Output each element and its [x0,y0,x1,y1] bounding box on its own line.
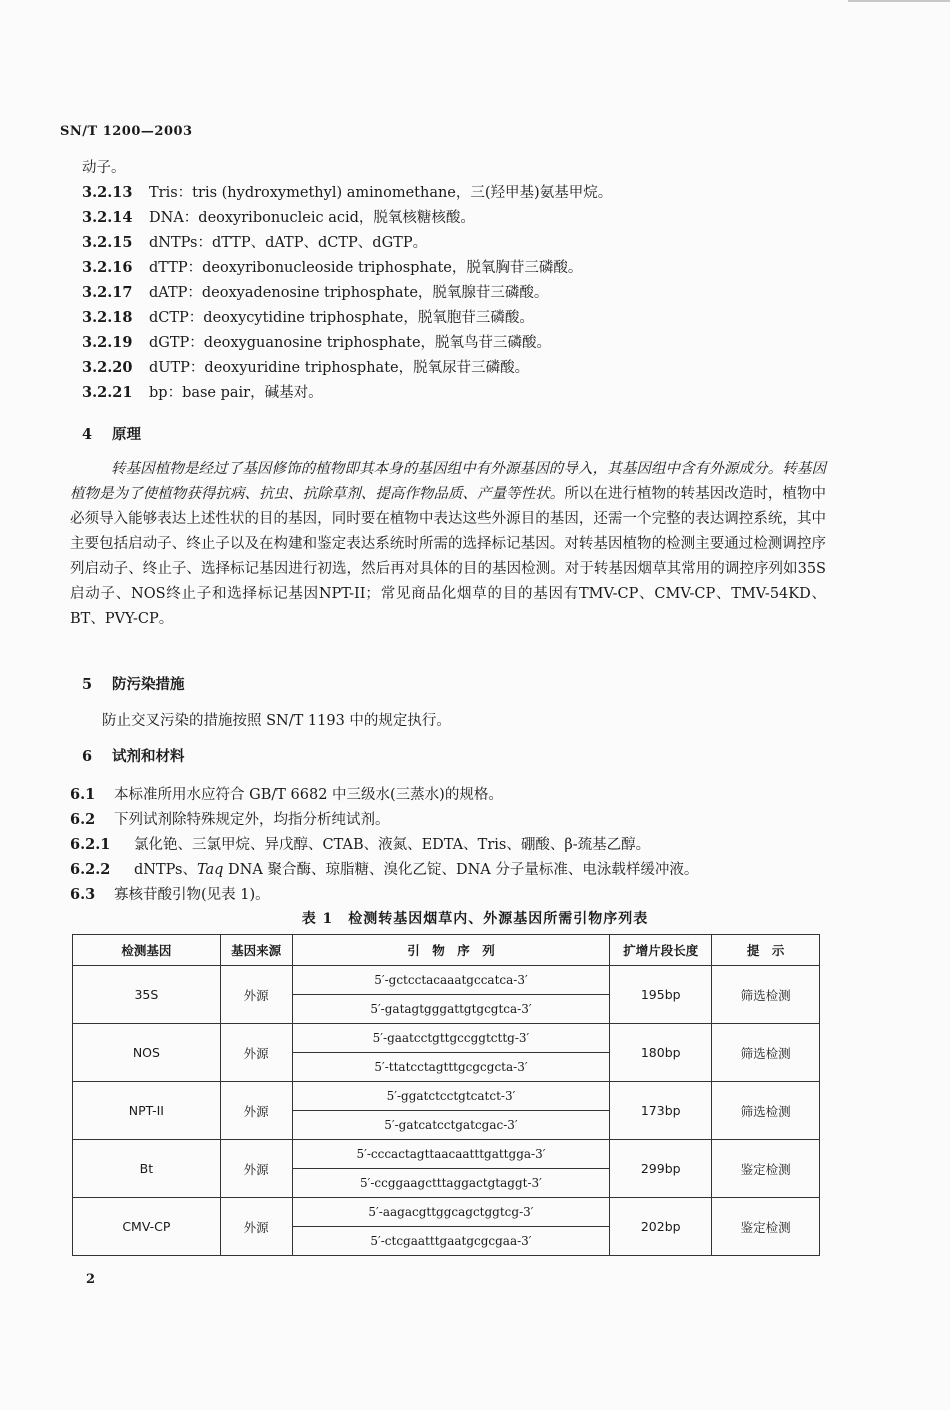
definition-text: dATP：deoxyadenosine triphosphate，脱氧腺苷三磷酸。 [149,285,549,301]
note-cell: 筛选检测 [712,966,820,1024]
definition-3-2-20 [82,358,529,378]
definition-text: dUTP：deoxyuridine triphosphate，脱氧尿苷三磷酸。 [149,360,530,376]
primer-table [72,934,820,1256]
definition-text: DNA：deoxyribonucleic acid，脱氧核糖核酸。 [149,210,475,226]
table-caption: 表 1 检测转基因烟草内、外源基因所需引物序列表 [301,911,649,927]
item-text: 本标准所用水应符合 GB/T 6682 中三级水(三蒸水)的规格。 [114,787,503,803]
note-cell: 筛选检测 [712,1082,820,1140]
item-text-b: DNA 聚合酶、琼脂糖、溴化乙锭、DNA 分子量标准、电泳载样缓冲液。 [223,862,699,878]
definition-3-2-15 [82,233,427,253]
primer-forward-cell: 5′-gctcctacaaatgccatca-3′ [292,966,610,995]
definition-num: 3.2.20 [82,359,133,376]
table-row [73,966,820,995]
definition-num: 3.2.13 [82,184,133,201]
table-header-row [73,935,820,966]
item-6-3 [70,885,270,905]
gene-cell: Bt [73,1140,221,1198]
definition-num: 3.2.17 [82,284,133,301]
definition-3-2-17 [82,283,548,303]
gene-cell: 35S [73,966,221,1024]
item-num: 6.2.2 [70,861,111,878]
definition-3-2-19 [82,333,551,353]
section-4-paragraph [70,457,826,632]
item-6-2 [70,810,390,830]
section-4-heading [82,425,141,445]
document-header-id: SN/T 1200—2003 [60,124,193,139]
item-text: 下列试剂除特殊规定外，均指分析纯试剂。 [114,812,390,828]
length-cell: 195bp [610,966,712,1024]
definition-num: 3.2.15 [82,234,133,251]
definition-3-2-16 [82,258,582,278]
primer-reverse-cell: 5′-ttatcctagtttgcgcgcta-3′ [292,1053,610,1082]
length-cell: 180bp [610,1024,712,1082]
table-row [73,1198,820,1227]
item-text-a: dNTPs、 [134,862,197,878]
item-text: 氯化铯、三氯甲烷、异戊醇、CTAB、液氮、EDTA、Tris、硼酸、β-巯基乙醇。 [134,837,651,853]
item-text-italic: Taq [196,862,224,878]
source-cell: 外源 [220,1140,292,1198]
source-cell: 外源 [220,1024,292,1082]
source-cell: 外源 [220,966,292,1024]
item-num: 6.1 [70,786,96,803]
item-num: 6.2.1 [70,836,111,853]
note-cell: 筛选检测 [712,1024,820,1082]
scan-edge-line [848,0,950,2]
section-num: 4 [82,426,93,443]
length-cell: 202bp [610,1198,712,1256]
section-title: 防污染措施 [112,676,185,693]
definition-text: dNTPs：dTTP、dATP、dCTP、dGTP。 [149,235,428,251]
length-cell: 173bp [610,1082,712,1140]
table-row [73,1140,820,1169]
source-cell: 外源 [220,1198,292,1256]
definition-text: Tris：tris (hydroxymethyl) aminomethane，三(羟甲基)氨基甲烷。 [149,185,613,201]
length-cell: 299bp [610,1140,712,1198]
definition-num: 3.2.18 [82,309,133,326]
section-5-heading [82,675,185,695]
definition-num: 3.2.16 [82,259,133,276]
primer-reverse-cell: 5′-gatcatcctgatcgac-3′ [292,1111,610,1140]
definition-3-2-13 [82,183,612,203]
section-num: 6 [82,748,93,765]
header-primer: 引 物 序 列 [292,935,610,966]
header-source: 基因来源 [220,935,292,966]
table-row [73,1082,820,1111]
definition-text: dGTP：deoxyguanosine triphosphate，脱氧鸟苷三磷酸。 [149,335,552,351]
paragraph-italic-part: 转基因植物是经过了基因修饰的植物即其本身的基因组中有外源基因的导入，其基因组中含有外源成分。转基因植物是为了使植物获得抗病、抗虫、抗除草剂、提高作物品质、产量等性状。 [70,461,826,502]
header-length: 扩增片段长度 [610,935,712,966]
section-5-text: 防止交叉污染的措施按照 SN/T 1193 中的规定执行。 [102,713,451,729]
note-cell: 鉴定检测 [712,1198,820,1256]
page-number: 2 [86,1272,96,1287]
item-6-1 [70,785,503,805]
item-num: 6.2 [70,811,96,828]
lead-text: 动子。 [82,160,126,176]
section-title: 原理 [112,426,141,443]
primer-forward-cell: 5′-aagacgttggcagctggtcg-3′ [292,1198,610,1227]
gene-cell: NOS [73,1024,221,1082]
definition-3-2-18 [82,308,534,328]
source-cell: 外源 [220,1082,292,1140]
table-row [73,1024,820,1053]
primer-reverse-cell: 5′-ccggaagctttaggactgtaggt-3′ [292,1169,610,1198]
item-6-2-2 [70,860,698,880]
definition-3-2-14 [82,208,475,228]
primer-reverse-cell: 5′-ctcgaatttgaatgcgcgaa-3′ [292,1227,610,1256]
gene-cell: CMV-CP [73,1198,221,1256]
definition-text: bp：base pair，碱基对。 [149,385,323,401]
item-num: 6.3 [70,886,96,903]
note-cell: 鉴定检测 [712,1140,820,1198]
definition-num: 3.2.14 [82,209,133,226]
primer-forward-cell: 5′-ggatctcctgtcatct-3′ [292,1082,610,1111]
definition-num: 3.2.19 [82,334,133,351]
item-6-2-1 [70,835,650,855]
item-text: 寡核苷酸引物(见表 1)。 [114,887,270,903]
section-title: 试剂和材料 [112,748,185,765]
paragraph-rest: 所以在进行植物的转基因改造时，植物中必须导入能够表达上述性状的目的基因，同时要在植物中表达这些外源目的基因，还需一个完整的表达调控系统，其中主要包括启动子、终止子以及在构建和鉴定表达系统时所需的选择标记基因。对转基因植物的检测主要通过检测调控序列启动子、终止子、选择标记基因进行初选，然后再对具体的目的基因检测。对于转基因烟草其常用的调控序列如35S启动子、NOS终止子和选择标记基因NPT-II；常见商品化烟草的目的基因有TMV-CP、CMV-CP、TMV-54KD、BT、PVY-CP。 [70,486,827,627]
definition-3-2-21 [82,383,323,403]
primer-forward-cell: 5′-gaatcctgttgccggtcttg-3′ [292,1024,610,1053]
primer-reverse-cell: 5′-gatagtgggattgtgcgtca-3′ [292,995,610,1024]
primer-forward-cell: 5′-cccactagttaacaatttgattgga-3′ [292,1140,610,1169]
header-gene: 检测基因 [73,935,221,966]
definition-text: dCTP：deoxycytidine triphosphate，脱氧胞苷三磷酸。 [149,310,534,326]
header-note: 提 示 [712,935,820,966]
section-6-heading [82,747,185,767]
section-num: 5 [82,676,93,693]
definition-text: dTTP：deoxyribonucleoside triphosphate，脱氧胸苷三磷酸。 [149,260,583,276]
gene-cell: NPT-II [73,1082,221,1140]
definition-num: 3.2.21 [82,384,133,401]
